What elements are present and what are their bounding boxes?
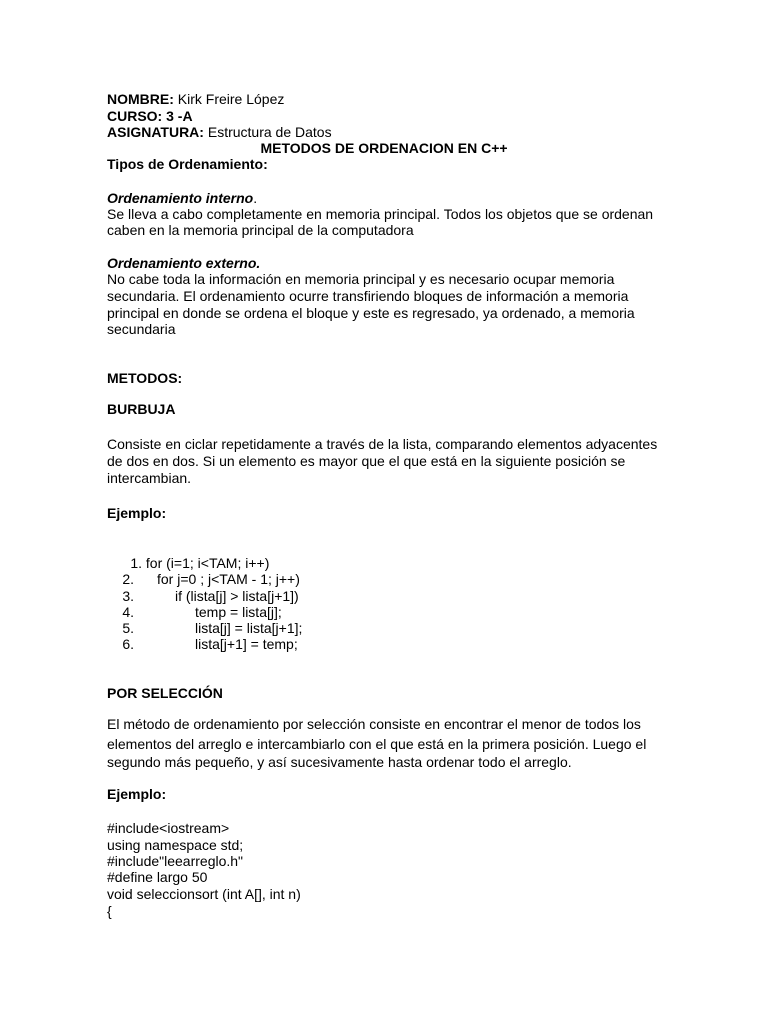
externo-line-1: No cabe toda la información en memoria principal y es necesario ocupar memoria xyxy=(107,271,615,287)
seleccion-line-2: elementos del arreglo e intercambiarlo con el que está en la primera posición. Luego el xyxy=(107,736,647,752)
asignatura-value: Estructura de Datos xyxy=(203,124,332,140)
seleccion-heading: POR SELECCIÓN xyxy=(107,685,223,701)
metodos-heading: METODOS: xyxy=(107,370,183,386)
code-line-text: lista[j+1] = temp; xyxy=(195,636,298,652)
code-line: #include<iostream> xyxy=(107,820,230,836)
burbuja-heading: BURBUJA xyxy=(107,401,176,417)
asignatura-line xyxy=(107,124,661,140)
interno-heading-text: Ordenamiento interno xyxy=(107,190,254,206)
burbuja-line-2: de dos en dos. Si un elemento es mayor que el que está en la siguiente posición se xyxy=(107,453,626,469)
code-line-text: for j=0 ; j<TAM - 1; j++) xyxy=(157,571,300,587)
code-line-number: 5. xyxy=(122,620,134,636)
interno-heading-suffix: . xyxy=(253,190,258,206)
code-line-text: temp = lista[j]; xyxy=(195,604,282,620)
code-line: { xyxy=(107,903,112,919)
externo-line-3: principal en donde se ordena el bloque y este es regresado, ya ordenado, a memoria xyxy=(107,305,635,321)
seleccion-ejemplo-label: Ejemplo: xyxy=(107,786,167,802)
code-line-text: for (i=1; i<TAM; i++) xyxy=(145,555,270,571)
code-line-number: 6. xyxy=(122,636,134,652)
externo-line-2: secundaria. El ordenamiento ocurre transfiriendo bloques de información a memoria xyxy=(107,288,629,304)
tipos-heading: Tipos de Ordenamiento: xyxy=(107,156,268,172)
code-line: void seleccionsort (int A[], int n) xyxy=(107,886,301,902)
code-line: #include"leearreglo.h" xyxy=(107,853,244,869)
nombre-label: NOMBRE: xyxy=(107,91,174,107)
nombre-value: Kirk Freire López xyxy=(173,91,285,107)
code-line-text: if (lista[j] > lista[j+1]) xyxy=(175,588,299,604)
externo-heading: Ordenamiento externo. xyxy=(107,255,261,271)
externo-line-4: secundaria xyxy=(107,321,176,337)
document-title: METODOS DE ORDENACION EN C++ xyxy=(260,140,508,156)
nombre-line xyxy=(107,91,661,107)
interno-heading xyxy=(107,190,661,206)
seleccion-line-3: segundo más pequeño, y así sucesivamente hasta ordenar todo el arreglo. xyxy=(107,754,572,770)
code-line-number: 2. xyxy=(122,571,134,587)
code-line: #define largo 50 xyxy=(107,869,208,885)
interno-line-2: caben en la memoria principal de la computadora xyxy=(107,222,414,238)
burbuja-line-3: intercambian. xyxy=(107,470,192,486)
code-line-number: 4. xyxy=(122,604,134,620)
code-line-number: 1. xyxy=(130,555,143,571)
burbuja-ejemplo-label: Ejemplo: xyxy=(107,505,167,521)
seleccion-line-1: El método de ordenamiento por selección consiste en encontrar el menor de todos los xyxy=(107,716,641,732)
asignatura-label: ASIGNATURA: xyxy=(107,124,204,140)
interno-line-1: Se lleva a cabo completamente en memoria principal. Todos los objetos que se ordenan xyxy=(107,206,654,222)
curso-line: CURSO: 3 -A xyxy=(107,108,193,124)
burbuja-line-1: Consiste en ciclar repetidamente a través de la lista, comparando elementos adyacentes xyxy=(107,436,658,452)
code-line-text: lista[j] = lista[j+1]; xyxy=(195,620,303,636)
code-line: using namespace std; xyxy=(107,837,244,853)
code-line-number: 3. xyxy=(122,588,134,604)
